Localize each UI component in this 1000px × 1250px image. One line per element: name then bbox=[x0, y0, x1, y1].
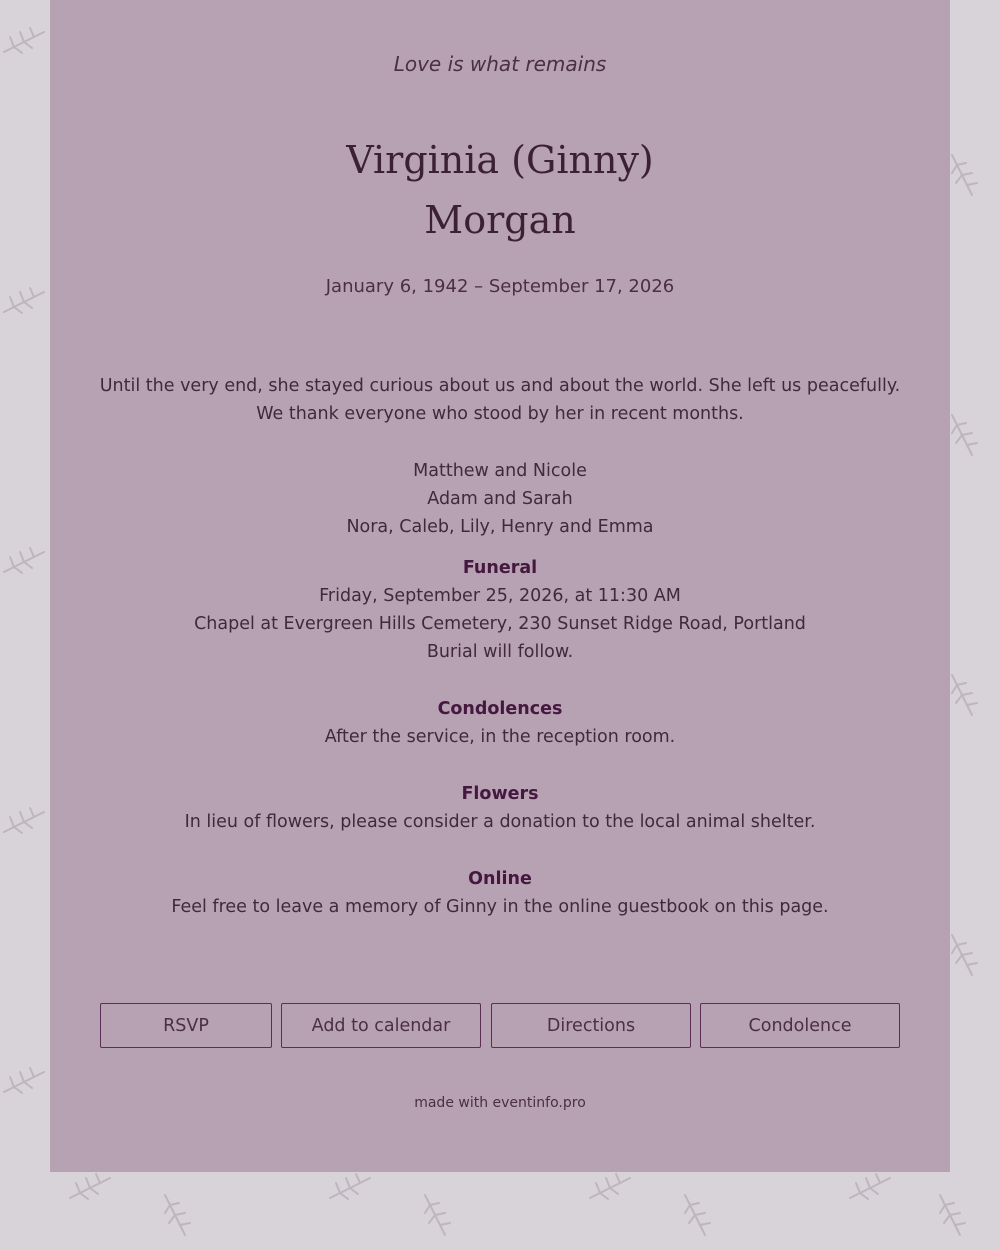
funeral-heading: Funeral bbox=[462, 558, 538, 578]
flowers-heading: Flowers bbox=[461, 784, 539, 804]
announcement-body bbox=[50, 372, 950, 921]
family-line: Nora, Caleb, Lily, Henry and Emma bbox=[346, 517, 654, 537]
action-buttons bbox=[100, 1003, 900, 1050]
leaf-sprig-icon bbox=[330, 1174, 370, 1199]
leaf-sprig-icon bbox=[4, 1068, 44, 1093]
message-line: We thank everyone who stood by her in recent months. bbox=[256, 404, 744, 424]
family-line: Matthew and Nicole bbox=[413, 461, 587, 481]
leaf-sprig-icon bbox=[952, 155, 977, 195]
leaf-sprig-icon bbox=[685, 1195, 710, 1235]
leaf-sprig-icon bbox=[165, 1195, 190, 1235]
name-line-2: Morgan bbox=[424, 198, 576, 242]
condolences-heading: Condolences bbox=[437, 699, 563, 719]
memorial-card bbox=[50, 0, 950, 1172]
funeral-date: Friday, September 25, 2026, at 11:30 AM bbox=[319, 586, 681, 606]
deceased-name bbox=[50, 130, 950, 250]
tagline: Love is what remains bbox=[393, 52, 607, 76]
message-line: Until the very end, she stayed curious about us and about the world. She left us peacefully. bbox=[99, 376, 901, 396]
funeral-location: Chapel at Evergreen Hills Cemetery, 230 Sunset Ridge Road, Portland bbox=[194, 614, 806, 634]
leaf-sprig-icon bbox=[4, 288, 44, 313]
leaf-sprig-icon bbox=[425, 1195, 450, 1235]
rsvp-button[interactable]: RSVP bbox=[100, 1003, 272, 1048]
flowers-text: In lieu of flowers, please consider a donation to the local animal shelter. bbox=[184, 812, 816, 832]
leaf-sprig-icon bbox=[4, 808, 44, 833]
footer-credit[interactable]: made with eventinfo.pro bbox=[414, 1095, 586, 1111]
leaf-sprig-icon bbox=[4, 548, 44, 573]
directions-button[interactable]: Directions bbox=[491, 1003, 691, 1048]
leaf-sprig-icon bbox=[4, 28, 44, 53]
family-line: Adam and Sarah bbox=[427, 489, 573, 509]
condolences-text: After the service, in the reception room. bbox=[324, 727, 676, 747]
leaf-sprig-icon bbox=[850, 1174, 890, 1199]
add-to-calendar-button[interactable]: Add to calendar bbox=[281, 1003, 481, 1048]
condolence-button[interactable]: Condolence bbox=[700, 1003, 900, 1048]
online-heading: Online bbox=[468, 869, 532, 889]
leaf-sprig-icon bbox=[590, 1174, 630, 1199]
funeral-note: Burial will follow. bbox=[426, 642, 574, 662]
online-text: Feel free to leave a memory of Ginny in the online guestbook on this page. bbox=[171, 897, 829, 917]
leaf-sprig-icon bbox=[952, 415, 977, 455]
name-line-1: Virginia (Ginny) bbox=[346, 138, 654, 182]
leaf-sprig-icon bbox=[940, 1195, 965, 1235]
leaf-sprig-icon bbox=[70, 1174, 110, 1199]
leaf-sprig-icon bbox=[952, 935, 977, 975]
life-dates: January 6, 1942 – September 17, 2026 bbox=[325, 276, 675, 297]
leaf-sprig-icon bbox=[952, 675, 977, 715]
